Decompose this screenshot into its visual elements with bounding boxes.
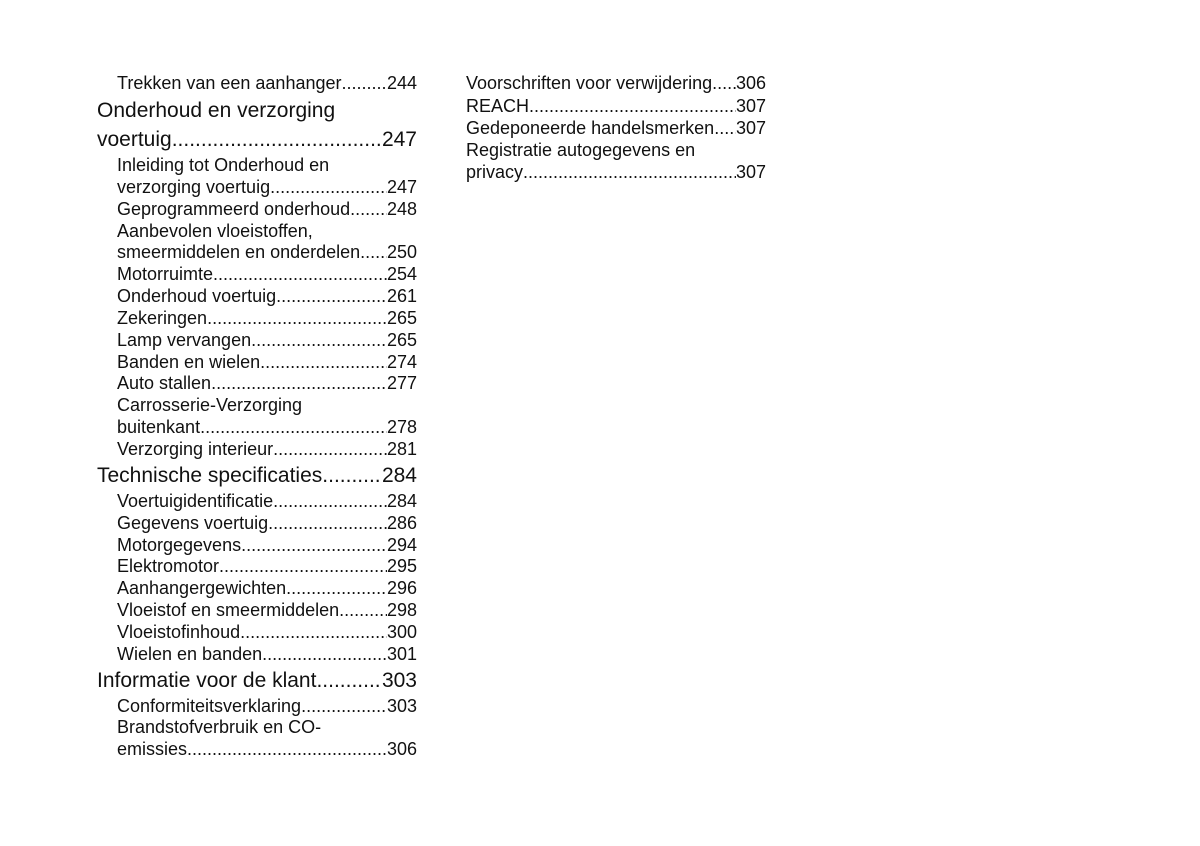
dot-leader: [273, 491, 387, 513]
dot-leader: [211, 373, 387, 395]
toc-entry-title: Gegevens voertuig: [117, 512, 269, 533]
toc-entry-title: Auto stallen: [117, 373, 212, 394]
toc-page-number: 250: [386, 242, 417, 263]
toc-entry-cont[interactable]: [97, 417, 417, 439]
toc-page-number: 248: [386, 198, 417, 219]
toc-entry-title: Aanhangergewichten: [117, 578, 287, 599]
toc-entry-title: Registratie autogegevens en: [466, 139, 696, 160]
dot-leader: [339, 600, 387, 622]
dot-leader: [172, 126, 382, 154]
toc-entry[interactable]: [97, 644, 417, 666]
toc-entry-title: Inleiding tot Onderhoud en: [117, 155, 330, 175]
toc-entry[interactable]: [97, 696, 417, 718]
dot-leader: [187, 739, 387, 761]
toc-section-heading[interactable]: [97, 462, 417, 490]
toc-entry[interactable]: [97, 264, 417, 286]
toc-entry-title: Banden en wielen: [117, 351, 261, 372]
toc-left-column: [97, 70, 417, 761]
toc-page-number: 254: [386, 264, 417, 285]
dot-leader: [251, 330, 387, 352]
toc-entry-title: Vloeistofinhoud: [117, 621, 241, 642]
toc-entry-title: REACH: [466, 96, 530, 116]
toc-entry-title: Verzorging interieur: [117, 438, 274, 459]
dot-leader: [286, 578, 387, 600]
toc-entry-title: Motorruimte: [117, 264, 214, 285]
toc-entry[interactable]: [466, 70, 766, 96]
dot-leader: [207, 308, 387, 330]
dot-leader: [714, 118, 736, 140]
toc-entry[interactable]: [97, 286, 417, 308]
toc-page-number: 265: [386, 329, 417, 350]
toc-entry-title-cont: privacy: [466, 161, 524, 182]
toc-page-number: 303: [381, 668, 417, 692]
toc-entry[interactable]: [466, 96, 766, 118]
toc-page-number: 294: [386, 534, 417, 555]
dot-leader: [241, 535, 387, 557]
toc-section-heading[interactable]: [97, 667, 417, 695]
toc-page-number: 274: [386, 351, 417, 372]
toc-entry[interactable]: [97, 491, 417, 513]
dot-leader: [301, 696, 387, 718]
toc-page-number: 296: [386, 578, 417, 599]
toc-page-number: 306: [386, 739, 417, 760]
toc-section-heading[interactable]: [97, 97, 417, 125]
toc-entry[interactable]: [97, 556, 417, 578]
toc-entry[interactable]: [97, 308, 417, 330]
toc-page-number: 278: [386, 417, 417, 438]
toc-page-number: 306: [735, 73, 766, 93]
dot-leader: [276, 286, 387, 308]
dot-leader: [523, 162, 736, 184]
toc-page-number: 277: [386, 373, 417, 394]
dot-leader: [260, 352, 387, 374]
dot-leader: [529, 96, 736, 118]
toc-entry[interactable]: [97, 352, 417, 374]
toc-entry-cont[interactable]: [97, 242, 417, 264]
toc-entry-title: Motorgegevens: [117, 534, 242, 555]
toc-entry-title: Wielen en banden: [117, 643, 263, 664]
toc-entry[interactable]: [97, 199, 417, 221]
toc-entry-title-cont: buitenkant: [117, 417, 201, 438]
toc-entry-title: Vloeistof en smeermiddelen: [117, 600, 340, 621]
toc-page-number: 301: [386, 643, 417, 664]
toc-entry-title: Elektromotor: [117, 556, 220, 577]
dot-leader: [350, 199, 387, 221]
toc-entry[interactable]: [97, 439, 417, 461]
dot-leader: [219, 556, 387, 578]
toc-entry[interactable]: [97, 70, 417, 96]
toc-entry[interactable]: [97, 330, 417, 352]
toc-page-number: 247: [386, 176, 417, 197]
dot-leader: [322, 462, 382, 490]
toc-page-number: 303: [386, 695, 417, 716]
toc-entry-title: Voorschriften voor verwijdering: [466, 73, 713, 93]
toc-page-number: 281: [386, 438, 417, 459]
dot-leader: [240, 622, 387, 644]
dot-leader: [213, 264, 387, 286]
toc-entry-cont[interactable]: [466, 162, 766, 184]
dot-leader: [273, 439, 387, 461]
toc-entry-title: Conformiteitsverklaring: [117, 695, 302, 716]
toc-page-number: 307: [735, 96, 766, 116]
toc-entry-title: Brandstofverbruik en CO-: [117, 717, 322, 738]
toc-page-number: 286: [386, 512, 417, 533]
toc-entry[interactable]: [97, 155, 417, 177]
toc-page-number: 247: [381, 128, 417, 151]
toc-section-heading-cont[interactable]: [97, 126, 417, 154]
dot-leader: [200, 417, 387, 439]
toc-entry-cont[interactable]: [97, 177, 417, 199]
toc-entry-title: Aanbevolen vloeistoffen,: [117, 220, 313, 241]
dot-leader: [262, 644, 387, 666]
toc-page-number: 300: [386, 621, 417, 642]
toc-page-number: 265: [386, 307, 417, 328]
toc-entry[interactable]: [97, 535, 417, 557]
toc-entry[interactable]: [466, 118, 766, 140]
toc-page-number: 307: [735, 117, 766, 138]
toc-page-number: 307: [735, 161, 766, 182]
dot-leader: [712, 70, 736, 96]
toc-entry-title: Trekken van een aanhanger: [117, 73, 342, 93]
toc-entry[interactable]: [97, 513, 417, 535]
toc-entry-title-cont: verzorging voertuig: [117, 176, 271, 197]
dot-leader: [316, 667, 382, 695]
toc-section-title: Onderhoud en verzorging: [97, 99, 336, 122]
dot-leader: [342, 70, 387, 96]
toc-page-number: 284: [386, 490, 417, 511]
toc-right-column: [466, 70, 766, 183]
toc-entry[interactable]: [97, 395, 417, 417]
toc-page-number: 295: [386, 556, 417, 577]
toc-page-number: 284: [381, 463, 417, 487]
toc-entry[interactable]: [97, 221, 417, 243]
toc-entry-title: Onderhoud voertuig: [117, 286, 277, 307]
toc-entry[interactable]: [97, 717, 417, 739]
toc-entry-cont[interactable]: [97, 739, 417, 761]
toc-entry-title: Zekeringen: [117, 307, 208, 328]
toc-section-title: Informatie voor de klant: [97, 668, 317, 692]
toc-page-number: 298: [386, 600, 417, 621]
dot-leader: [360, 242, 387, 264]
dot-leader: [270, 177, 387, 199]
toc-entry[interactable]: [97, 622, 417, 644]
toc-entry-title: Carrosserie-Verzorging: [117, 395, 303, 416]
dot-leader: [268, 513, 387, 535]
toc-page-number: 244: [386, 73, 417, 93]
toc-entry[interactable]: [97, 578, 417, 600]
toc-entry-title: Geprogrammeerd onderhoud: [117, 198, 351, 219]
toc-section-title-cont: voertuig: [97, 128, 172, 151]
toc-entry-title: Gedeponeerde handelsmerken: [466, 117, 715, 138]
toc-entry-title: Lamp vervangen: [117, 329, 252, 350]
toc-entry-title-cont: smeermiddelen en onderdelen: [117, 242, 361, 263]
toc-entry[interactable]: [97, 600, 417, 622]
toc-entry[interactable]: [466, 140, 766, 162]
toc-entry[interactable]: [97, 373, 417, 395]
toc-page-number: 261: [386, 286, 417, 307]
toc-section-title: Technische specificaties: [97, 463, 323, 487]
toc-entry-title: Voertuigidentificatie: [117, 490, 274, 511]
toc-entry-title-cont: emissies: [117, 739, 188, 760]
